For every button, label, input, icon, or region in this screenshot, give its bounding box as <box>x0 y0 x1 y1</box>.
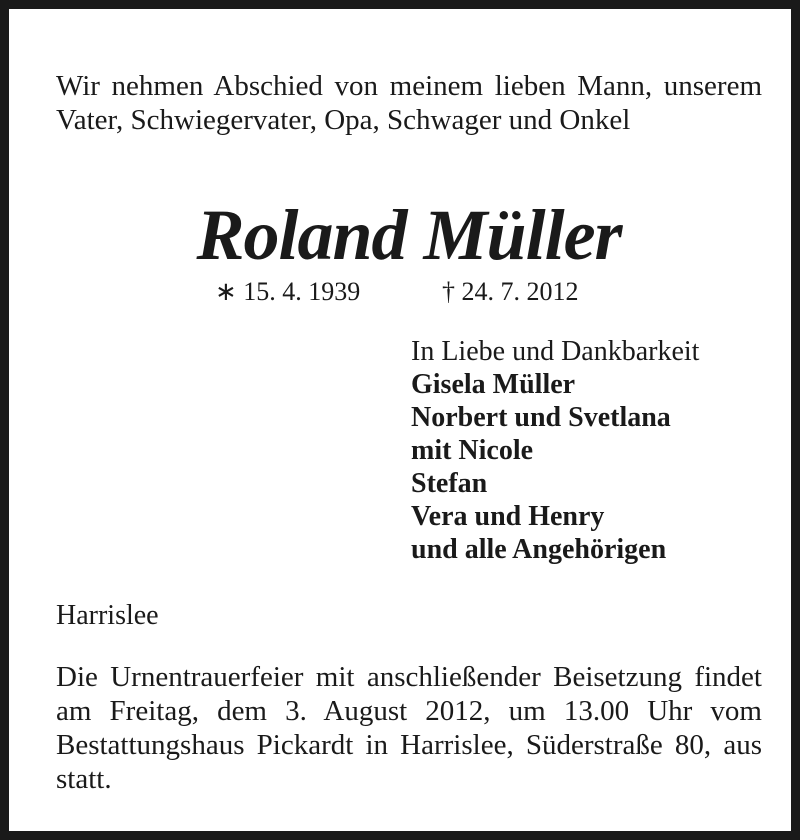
intro-text: Wir nehmen Abschied von meinem lieben Mann, unserem Vater, Schwiegervater, Opa, Schwager und Onkel <box>56 70 762 136</box>
mourner-name: Gisela Müller <box>411 369 576 400</box>
deceased-name: Roland Müller <box>196 195 622 275</box>
place-name: Harrislee <box>56 600 159 631</box>
mourner-name: Vera und Henry <box>411 501 605 532</box>
mourner-name: Norbert und Svetlana <box>411 402 671 433</box>
mourner-name: Stefan <box>411 468 488 499</box>
service-details: Die Urnentrauerfeier mit anschließender Beisetzung findet am Freitag, dem 3. August 2012, um 13.00 Uhr vom Bestattungshaus Pickardt in Harrislee, Süderstraße 80, aus statt. <box>56 661 762 795</box>
closing-phrase: In Liebe und Dankbarkeit <box>411 336 700 367</box>
mourner-name: mit Nicole <box>411 435 534 466</box>
mourners-block <box>411 335 771 566</box>
birth-date: ∗ 15. 4. 1939 <box>215 277 361 306</box>
mourner-name: und alle Angehörigen <box>411 534 667 565</box>
death-date: † 24. 7. 2012 <box>442 277 579 306</box>
